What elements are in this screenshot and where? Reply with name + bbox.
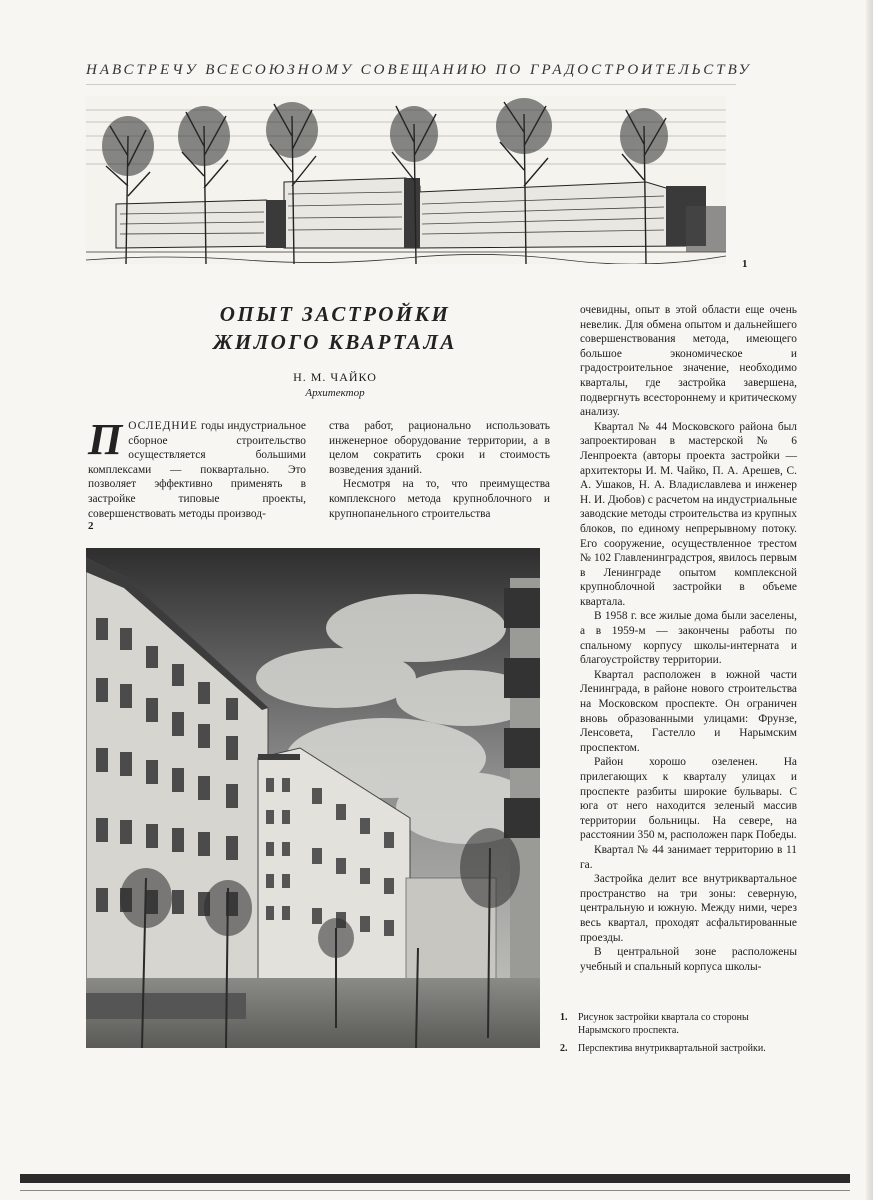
paragraph: Несмотря на то, что преимущества комплексного метода крупноблочного и крупнопанельного строительства: [329, 478, 550, 520]
paragraph: В центральной зоне расположены учебный и спальный корпуса школы-: [580, 946, 797, 973]
header-rule: [86, 84, 736, 85]
first-word: ОСЛЕДНИЕ: [128, 420, 198, 432]
paragraph: Район хорошо озеленен. На прилегающих к кварталу улицах и проспекте разбиты широкие бульвары. С юга от него находится зеленый массив территории больницы. На севере, на расстоянии 350 м, расположен парк Победы.: [580, 756, 797, 842]
caption-2: [560, 1043, 800, 1056]
text-column-2: [329, 419, 550, 521]
page-bottom-bar: [20, 1174, 850, 1183]
caption-text: Перспектива внутриквартальной застройки.: [578, 1043, 766, 1054]
paragraph: [88, 415, 306, 521]
caption-number: 1.: [560, 1012, 568, 1023]
author-name: Н. М. ЧАЙКО: [293, 370, 377, 384]
article-title: [150, 300, 520, 356]
paragraph-text: годы индустриальное сборное строительство осуществляется большими комплексами — поквартально. Это позволяет эффективно применять в застройке типовые проекты, совершенствовать методы производ-: [88, 420, 306, 520]
figure-2-number: 2: [88, 520, 94, 532]
caption-1: [560, 1012, 800, 1037]
paragraph: ства работ, рационально использовать инженерное оборудование территории, а в целом сократить сроки и стоимость возведения зданий.: [329, 420, 550, 476]
running-header: НАВСТРЕЧУ ВСЕСОЮЗНОМУ СОВЕЩАНИЮ ПО ГРАДОСТРОИТЕЛЬСТВУ: [86, 62, 752, 78]
drop-cap: П: [88, 415, 123, 464]
title-line-2: ЖИЛОГО КВАРТАЛА: [213, 330, 457, 354]
figure-captions: [560, 1012, 800, 1062]
figure-1-sketch: [86, 96, 726, 264]
page-edge: [866, 0, 873, 1200]
paragraph: Квартал расположен в южной части Ленинграда, в районе нового строительства на Московском проспекте. Он ограничен вновь образованными улицами: Фрунзе, Ленсовета, Гастелло и Нарымским проспектом.: [580, 668, 797, 754]
page-bottom-rule: [20, 1190, 850, 1191]
paragraph: очевидны, опыт в этой области еще очень невелик. Для обмена опытом и дальнейшего совершенствования метода, имеющего большое экономическое и градостроительное значение, необходимо кварталы, где застройка завершена, подвергнуть всестороннему и критическому анализу.: [580, 304, 797, 419]
caption-text: Рисунок застройки квартала со стороны Нарымского проспекта.: [578, 1012, 749, 1036]
paragraph: Застройка делит все внутриквартальное пространство на три зоны: северную, центральную и южную. Между ними, через весь квартал, проходят асфальтированные проезды.: [580, 873, 797, 944]
text-column-3: [580, 303, 797, 974]
figure-1-number: 1: [742, 258, 748, 270]
title-line-1: ОПЫТ ЗАСТРОЙКИ: [219, 302, 451, 326]
author-role: Архитектор: [305, 387, 365, 399]
paragraph: В 1958 г. все жилые дома были заселены, а в 1959-м — закончены работы по спальному корпусу школы-интерната и благоустройству территории.: [580, 610, 797, 667]
text-column-1: [88, 415, 306, 521]
paragraph: Квартал № 44 Московского района был запроектирован в мастерской № 6 Ленпроекта (авторы проекта застройки — архитекторы И. М. Чайко, П. А. Арешев, С. А. Ушаков, Н. А. Владиславлева и инженер Н. И. Дюбов) с расчетом на индустриальные заводские методы строительства из крупных блоков, по единому непрерывному потоку. Его сооружение, осуществленное трестом № 102 Главленинградстроя, явилось первым в Ленинграде опытом комплексной крупноблочной застройки в объеме квартала.: [580, 420, 797, 608]
paragraph: Квартал № 44 занимает территорию в 11 га.: [580, 843, 797, 871]
caption-number: 2.: [560, 1043, 568, 1054]
figure-2-photo: [86, 548, 540, 1048]
